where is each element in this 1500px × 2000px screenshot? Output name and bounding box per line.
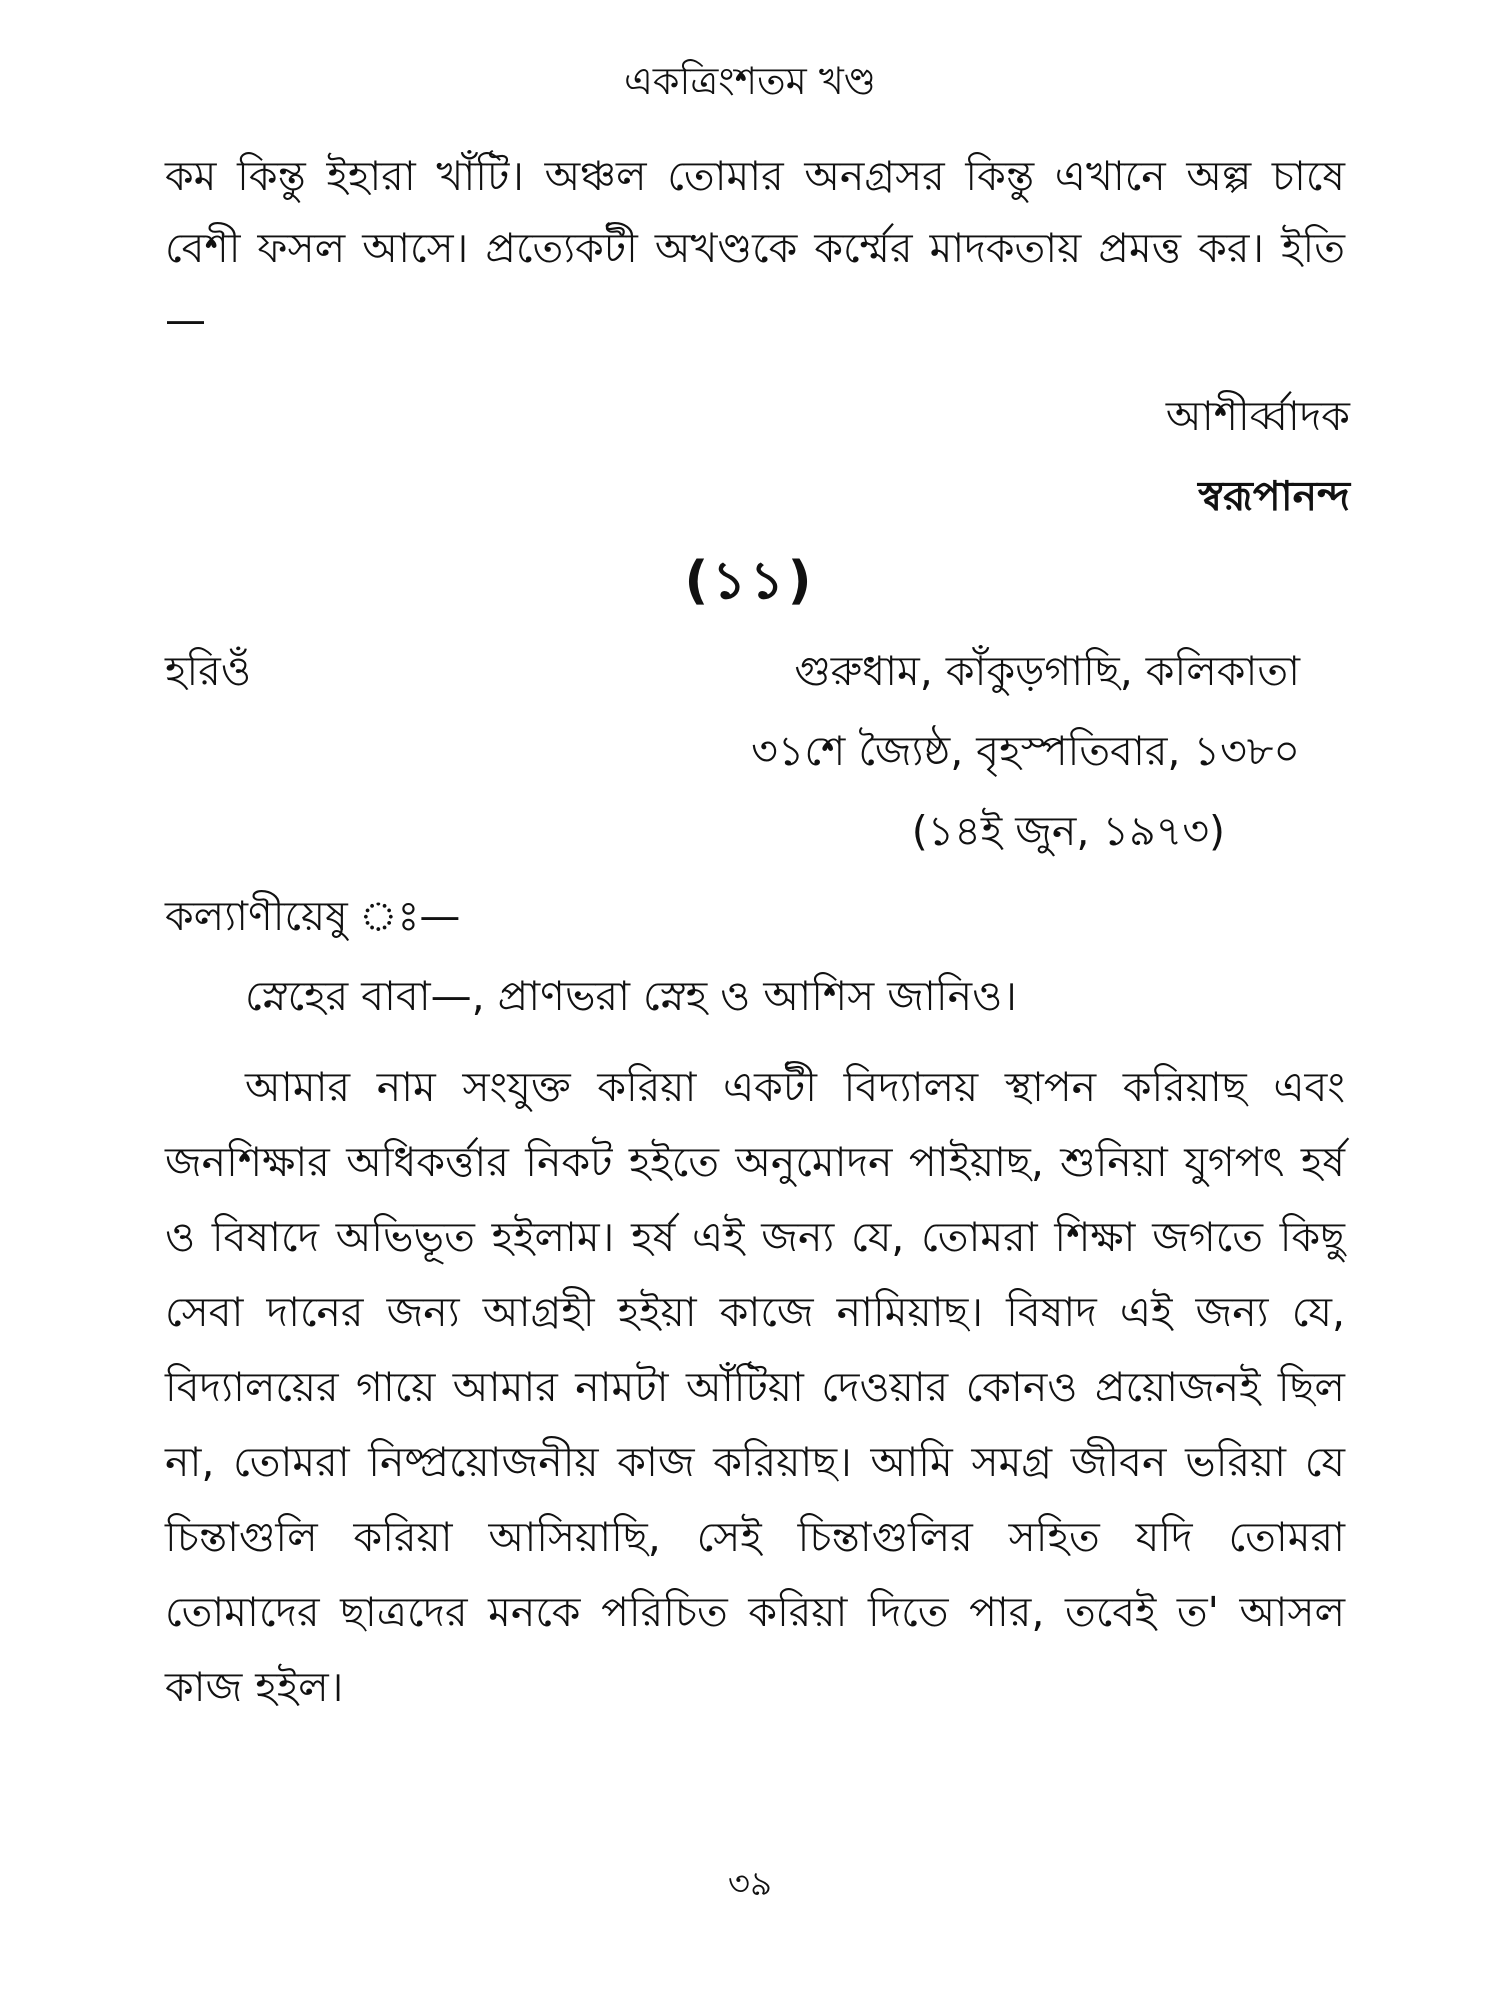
greeting-line: স্নেহের বাবা—, প্রাণভরা স্নেহ ও আশিস জানিও। bbox=[245, 972, 1017, 1020]
letter-date-bengali: ৩১শে জ্যৈষ্ঠ, বৃহস্পতিবার, ১৩৮০ bbox=[751, 727, 1300, 775]
letter-body: আমার নাম সংযুক্ত করিয়া একটী বিদ্যালয় স্থাপন করিয়াছ এবং জনশিক্ষার অধিকর্ত্তার নিকট হইতে অনুমোদন পাইয়াছ, শুনিয়া যুগপৎ হর্ষ ও বিষাদে অভিভূত হইলাম। হর্ষ এই জন্য যে, তোমরা শিক্ষা জগতে কিছু সেবা দানের জন্য আগ্রহী হইয়া কাজে নামিয়াছ। বিষাদ এই জন্য যে, বিদ্যালয়ের গায়ে আমার নামটা আঁটিয়া দেওয়ার কোনও প্রয়োজনই ছিল না, তোমরা নিষ্প্রয়োজনীয় কাজ করিয়াছ। আমি সমগ্র জীবন ভরিয়া যে চিন্তাগুলি করিয়া আসিয়াছি, সেই চিন্তাগুলির সহিত যদি তোমরা তোমাদের ছাত্রদের মনকে পরিচিত করিয়া দিতে পার, তবেই ত' আসল কাজ হইল। bbox=[165, 1063, 1345, 1711]
page-number: ৩৯ bbox=[727, 1864, 773, 1904]
previous-letter-paragraph: কম কিন্তু ইহারা খাঁটি। অঞ্চল তোমার অনগ্রসর কিন্তু এখানে অল্প চাষে বেশী ফসল আসে। প্রত্যেকটী অখণ্ডকে কর্ম্মের মাদকতায় প্রমত্ত কর। ইতি— bbox=[165, 152, 1345, 344]
addressee: কল্যাণীয়েষু ঃ— bbox=[165, 892, 461, 940]
running-header: একত্রিংশতম খণ্ড bbox=[624, 59, 876, 103]
signature: স্বরূপানন্দ bbox=[1198, 472, 1350, 520]
letter-place: গুরুধাম, কাঁকুড়গাছি, কলিকাতা bbox=[794, 647, 1300, 695]
closing-blessing: আশীর্ব্বাদক bbox=[1165, 392, 1350, 440]
invocation: হরিওঁ bbox=[165, 647, 251, 695]
letter-date-english: (১৪ই জুন, ১৯৭৩) bbox=[911, 807, 1225, 855]
letter-number: (১১) bbox=[684, 551, 816, 611]
